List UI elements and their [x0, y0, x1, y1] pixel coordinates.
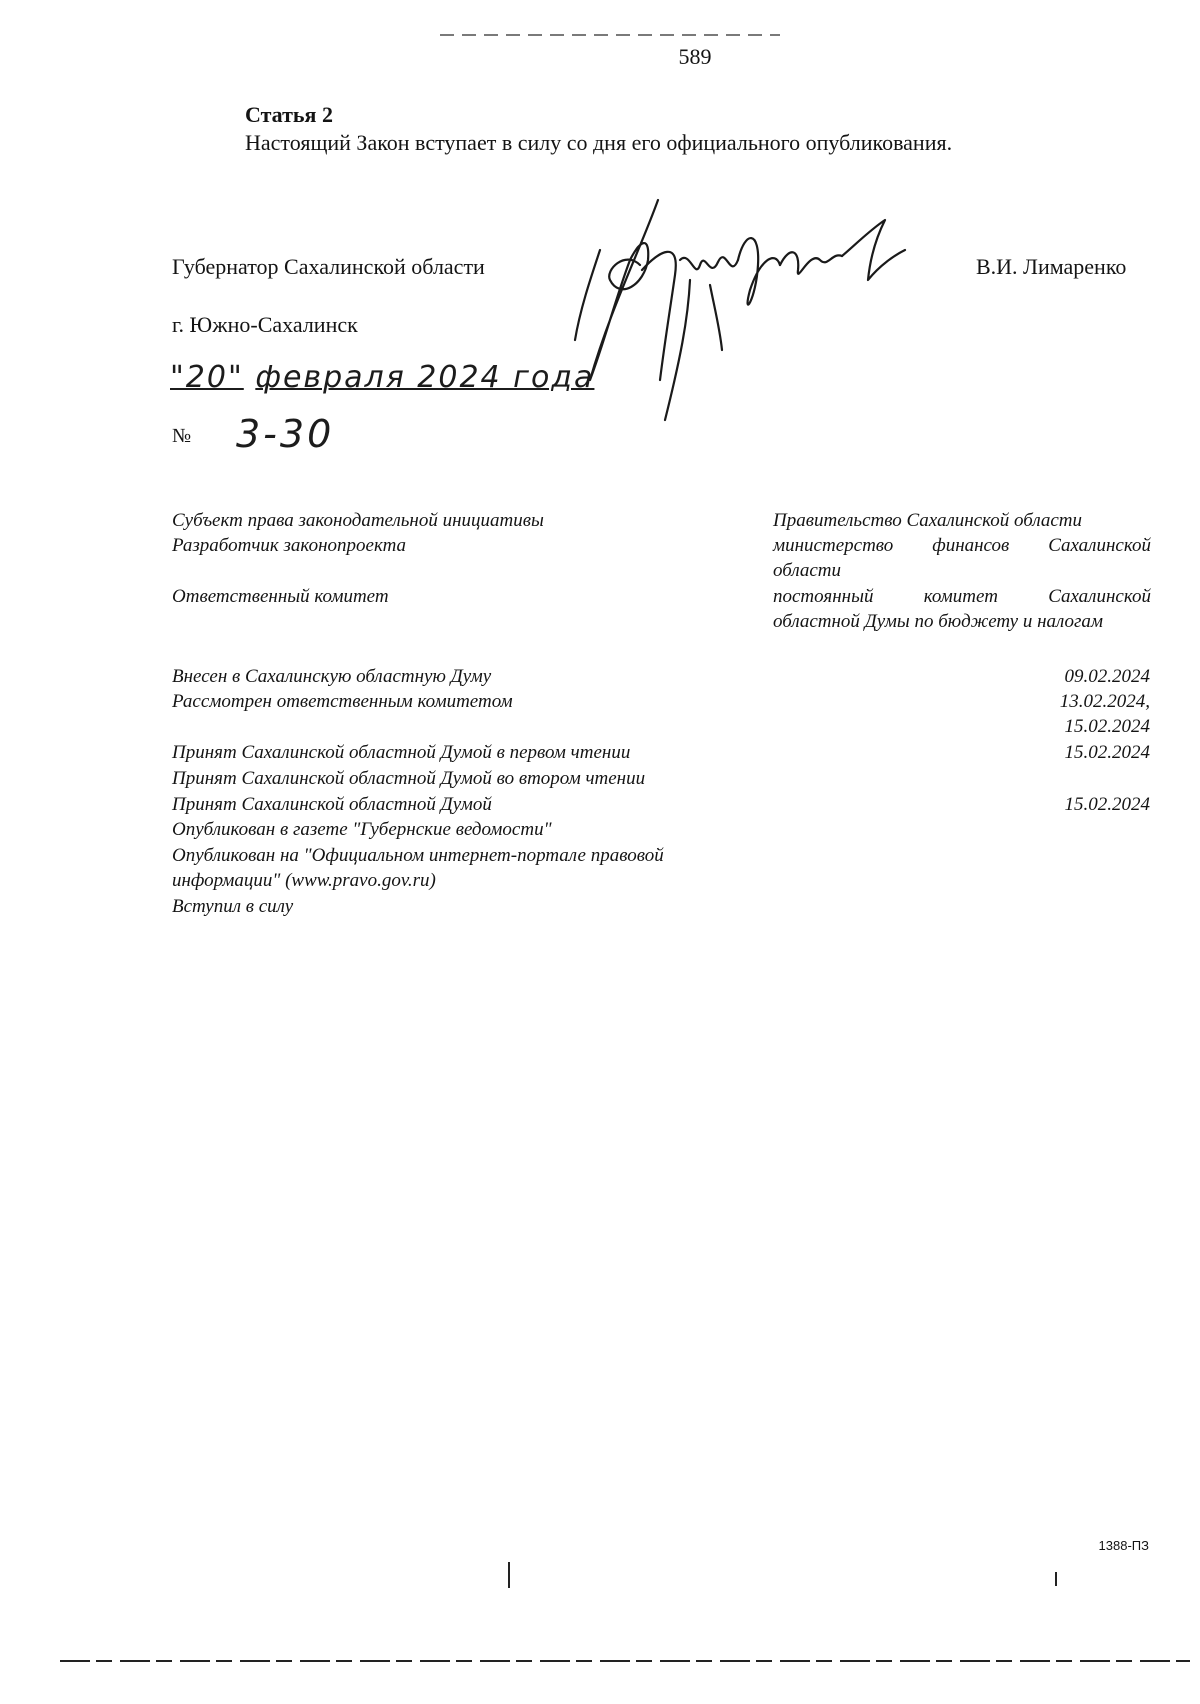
scan-mark: [508, 1562, 510, 1588]
handwritten-signature: [570, 190, 910, 430]
handwritten-date: [170, 360, 594, 395]
committee-value: постоянный комитет Сахалинской областной Думы по бюджету и налогам: [773, 586, 1151, 632]
reviewed-date-2: 15.02.2024: [1064, 716, 1150, 737]
signatory-name: В.И. Лимаренко: [976, 254, 1127, 279]
scan-artifact-bottom: [60, 1660, 1190, 1662]
article-text: Настоящий Закон вступает в силу со дня его официального опубликования.: [245, 130, 953, 155]
date-day: "20": [170, 360, 244, 395]
signatory-position: Губернатор Сахалинской области: [172, 254, 485, 279]
submitted-date: 09.02.2024: [1064, 666, 1150, 687]
number-label: №: [172, 425, 192, 447]
developer-value: министерство финансов Сахалинской области: [773, 535, 1151, 581]
footer-code: 1388-ПЗ: [1098, 1538, 1149, 1553]
committee-label: Ответственный комитет: [172, 586, 389, 607]
subject-label: Субъект права законодательной инициативы: [172, 510, 544, 531]
developer-label: Разработчик законопроекта: [172, 535, 407, 556]
submitted-label: Внесен в Сахалинскую областную Думу: [172, 666, 492, 687]
second-reading-label: Принят Сахалинской областной Думой во втором чтении: [172, 768, 646, 789]
article-title: Статья 2: [245, 102, 333, 127]
date-rest: февраля 2024 года: [255, 360, 595, 395]
first-reading-label: Принят Сахалинской областной Думой в первом чтении: [172, 742, 631, 763]
scan-artifact-top: [440, 34, 780, 36]
published-newspaper-label: Опубликован в газете "Губернские ведомости": [172, 819, 552, 840]
page-number: 589: [678, 44, 712, 69]
reviewed-date-1: 13.02.2024,: [1059, 691, 1150, 712]
adopted-date: 15.02.2024: [1064, 794, 1150, 815]
published-portal-label-2: информации" (www.pravo.gov.ru): [172, 870, 436, 891]
published-portal-label-1: Опубликован на "Официальном интернет-портале правовой: [172, 845, 664, 866]
entered-force-label: Вступил в силу: [172, 896, 294, 917]
city: г. Южно-Сахалинск: [172, 312, 358, 337]
first-reading-date: 15.02.2024: [1064, 742, 1150, 763]
adopted-label: Принят Сахалинской областной Думой: [172, 794, 492, 815]
subject-value: Правительство Сахалинской области: [773, 510, 1083, 531]
law-number: 3-30: [236, 412, 335, 456]
reviewed-label: Рассмотрен ответственным комитетом: [172, 691, 513, 712]
scan-mark: [1055, 1572, 1057, 1586]
